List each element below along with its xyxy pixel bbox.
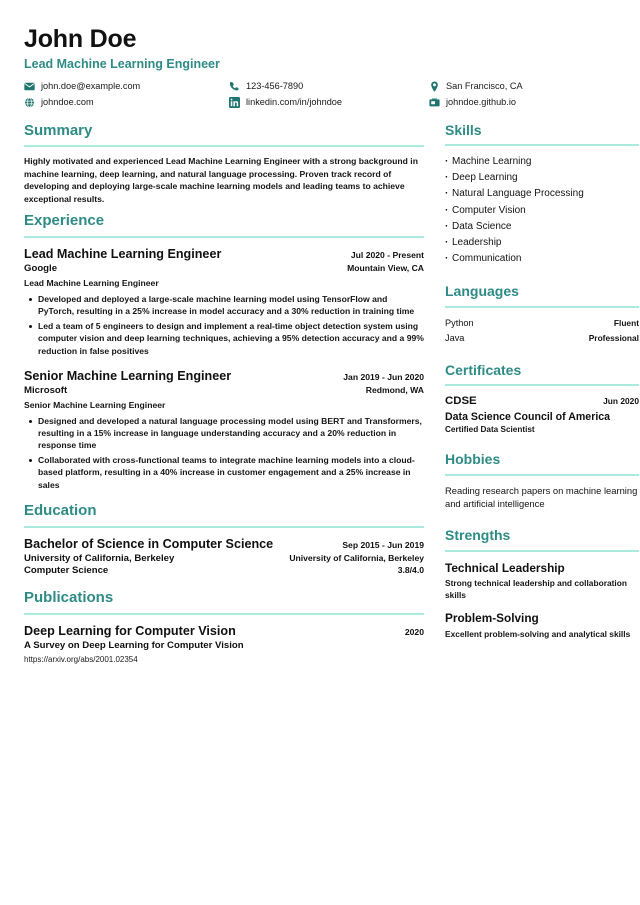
section-title-languages: Languages xyxy=(445,283,519,300)
experience-date: Jan 2019 - Jun 2020 xyxy=(343,371,424,382)
contact-location-text: San Francisco, CA xyxy=(446,80,523,91)
publication-url[interactable]: https://arxiv.org/abs/2001.02354 xyxy=(24,655,138,665)
education-gpa: 3.8/4.0 xyxy=(397,565,424,576)
entry-header-row xyxy=(24,368,424,385)
entry-header-row xyxy=(24,623,424,640)
language-name: Python xyxy=(445,317,474,328)
experience-date: Jul 2020 - Present xyxy=(350,249,424,260)
section-summary xyxy=(24,122,424,206)
hobbies-text: Reading research papers on machine learning and artificial intelligence xyxy=(445,484,638,510)
section-rule xyxy=(445,474,639,476)
entry-org-row xyxy=(24,385,424,398)
experience-title: Lead Machine Learning Engineer xyxy=(24,246,222,261)
email-icon xyxy=(24,81,35,92)
skill-item: · Computer Vision xyxy=(445,203,639,219)
section-certificates xyxy=(445,362,639,437)
contact-linkedin[interactable] xyxy=(229,97,429,108)
publication-title: Deep Learning for Computer Vision xyxy=(24,624,236,639)
contact-website[interactable] xyxy=(24,97,229,108)
skill-item: · Data Science xyxy=(445,219,639,235)
summary-text: Highly motivated and experienced Lead Machine Learning Engineer with a strong background in machine learning, deep learning, and natural language processing. Proven track record of developing and deploying large-scale machine learning models and leading teams to achieve exceptional results. xyxy=(24,156,418,204)
entry-header-row xyxy=(24,536,424,553)
section-title-certificates: Certificates xyxy=(445,361,522,378)
right-column xyxy=(445,122,639,650)
section-title-summary: Summary xyxy=(24,121,93,139)
phone-icon xyxy=(229,81,240,92)
language-row xyxy=(445,331,639,346)
skill-item: · Machine Learning xyxy=(445,154,639,170)
skills-list xyxy=(445,154,639,267)
section-title-strengths: Strengths xyxy=(445,527,511,544)
skill-item: · Leadership xyxy=(445,235,639,251)
experience-bullets xyxy=(24,415,424,491)
publication-date: 2020 xyxy=(404,627,424,638)
candidate-name: John Doe xyxy=(24,25,137,53)
certificate-issuer: Data Science Council of America xyxy=(445,410,611,423)
linkedin-icon xyxy=(229,97,240,108)
resume-body xyxy=(24,121,639,678)
strength-entry xyxy=(445,560,639,602)
section-rule xyxy=(24,236,424,238)
entry-field-row xyxy=(24,565,424,578)
left-column xyxy=(24,122,424,678)
section-publications xyxy=(24,589,424,666)
bullet-item: Designed and developed a natural language processing model using BERT and Transformers, resulting in a 15% increase in language understanding accuracy and a 20% reduction in response time xyxy=(38,415,424,452)
globe-icon xyxy=(24,97,35,108)
section-rule xyxy=(445,550,639,552)
section-rule xyxy=(24,613,424,615)
entry-org-row xyxy=(24,263,424,276)
bullet-item: Led a team of 5 engineers to design and implement a real-time object detection system using computer vision and deep learning techniques, achieving a 95% detection accuracy and a 99% reduction in false positives xyxy=(38,321,424,356)
section-rule xyxy=(445,384,639,386)
section-hobbies xyxy=(445,451,639,511)
section-title-publications: Publications xyxy=(24,589,114,607)
section-title-experience: Experience xyxy=(24,212,105,230)
entry-header-row xyxy=(445,394,639,409)
education-entry xyxy=(24,536,424,579)
certificate-date: Jun 2020 xyxy=(603,396,639,407)
contact-github-text: johndoe.github.io xyxy=(446,96,516,107)
education-location: University of California, Berkeley xyxy=(289,552,424,563)
entry-org-row xyxy=(24,553,424,566)
language-level: Professional xyxy=(588,332,639,343)
spacer xyxy=(445,518,639,527)
section-title-education: Education xyxy=(24,501,97,519)
contact-location xyxy=(429,81,618,92)
experience-location: Mountain View, CA xyxy=(347,262,424,273)
section-rule xyxy=(445,144,639,146)
candidate-headline: Lead Machine Learning Engineer xyxy=(24,56,220,71)
contact-email-text: john.doe@example.com xyxy=(41,80,141,91)
bullet-item: Collaborated with cross-functional teams to integrate machine learning models into a cloud-based platform, resulting in a 40% increase in customer engagement and a 25% increase in sales xyxy=(38,454,424,491)
resume-header xyxy=(24,26,618,108)
experience-organization: Microsoft xyxy=(24,384,68,396)
education-degree: Bachelor of Science in Computer Science xyxy=(24,536,274,551)
section-title-skills: Skills xyxy=(445,121,482,138)
github-icon xyxy=(429,97,440,108)
strength-name: Technical Leadership xyxy=(445,560,565,575)
strength-entry xyxy=(445,610,639,640)
publication-entry xyxy=(24,623,424,666)
education-field: Computer Science xyxy=(24,565,109,577)
experience-title: Senior Machine Learning Engineer xyxy=(24,368,232,383)
section-title-hobbies: Hobbies xyxy=(445,451,501,468)
language-row xyxy=(445,316,639,331)
contact-phone-text: 123-456-7890 xyxy=(246,80,304,91)
skill-item: · Natural Language Processing xyxy=(445,186,639,202)
contact-website-text: johndoe.com xyxy=(41,96,94,107)
certificate-name: CDSE xyxy=(445,395,477,408)
section-education xyxy=(24,502,424,579)
experience-subtitle: Senior Machine Learning Engineer xyxy=(24,399,166,410)
entry-header-row xyxy=(24,246,424,263)
section-languages xyxy=(445,283,639,345)
education-institution: University of California, Berkeley xyxy=(24,552,175,564)
publication-subtitle: A Survey on Deep Learning for Computer Vision xyxy=(24,640,244,652)
contact-phone[interactable] xyxy=(229,81,429,92)
contact-email[interactable] xyxy=(24,81,229,92)
contact-github[interactable] xyxy=(429,97,618,108)
strength-name: Problem-Solving xyxy=(445,611,539,626)
skill-item: · Deep Learning xyxy=(445,170,639,186)
bullet-item: Developed and deployed a large-scale machine learning model using TensorFlow and PyTorch, resulting in a 25% increase in model accuracy and a 30% reduction in training time xyxy=(38,293,424,317)
experience-location: Redmond, WA xyxy=(365,384,424,395)
spacer xyxy=(445,274,639,283)
certificate-entry xyxy=(445,394,639,436)
section-rule xyxy=(24,526,424,528)
experience-organization: Google xyxy=(24,262,58,274)
section-experience xyxy=(24,212,424,491)
spacer xyxy=(445,353,639,362)
contact-grid xyxy=(24,81,618,108)
strength-description: Excellent problem-solving and analytical skills xyxy=(445,628,631,639)
section-rule xyxy=(445,306,639,308)
experience-subtitle: Lead Machine Learning Engineer xyxy=(24,277,159,288)
certificate-description: Certified Data Scientist xyxy=(445,425,535,435)
section-rule xyxy=(24,145,424,147)
skill-item: · Communication xyxy=(445,251,639,267)
section-skills xyxy=(445,122,639,268)
strength-description: Strong technical leadership and collaboration skills xyxy=(445,578,627,601)
section-strengths xyxy=(445,527,639,640)
language-name: Java xyxy=(445,332,465,343)
experience-bullets xyxy=(24,293,424,357)
experience-entry xyxy=(24,246,424,357)
location-icon xyxy=(429,81,440,92)
education-date: Sep 2015 - Jun 2019 xyxy=(342,539,424,550)
experience-entry xyxy=(24,368,424,491)
contact-linkedin-text: linkedin.com/in/johndoe xyxy=(246,96,343,107)
language-level: Fluent xyxy=(613,317,639,328)
